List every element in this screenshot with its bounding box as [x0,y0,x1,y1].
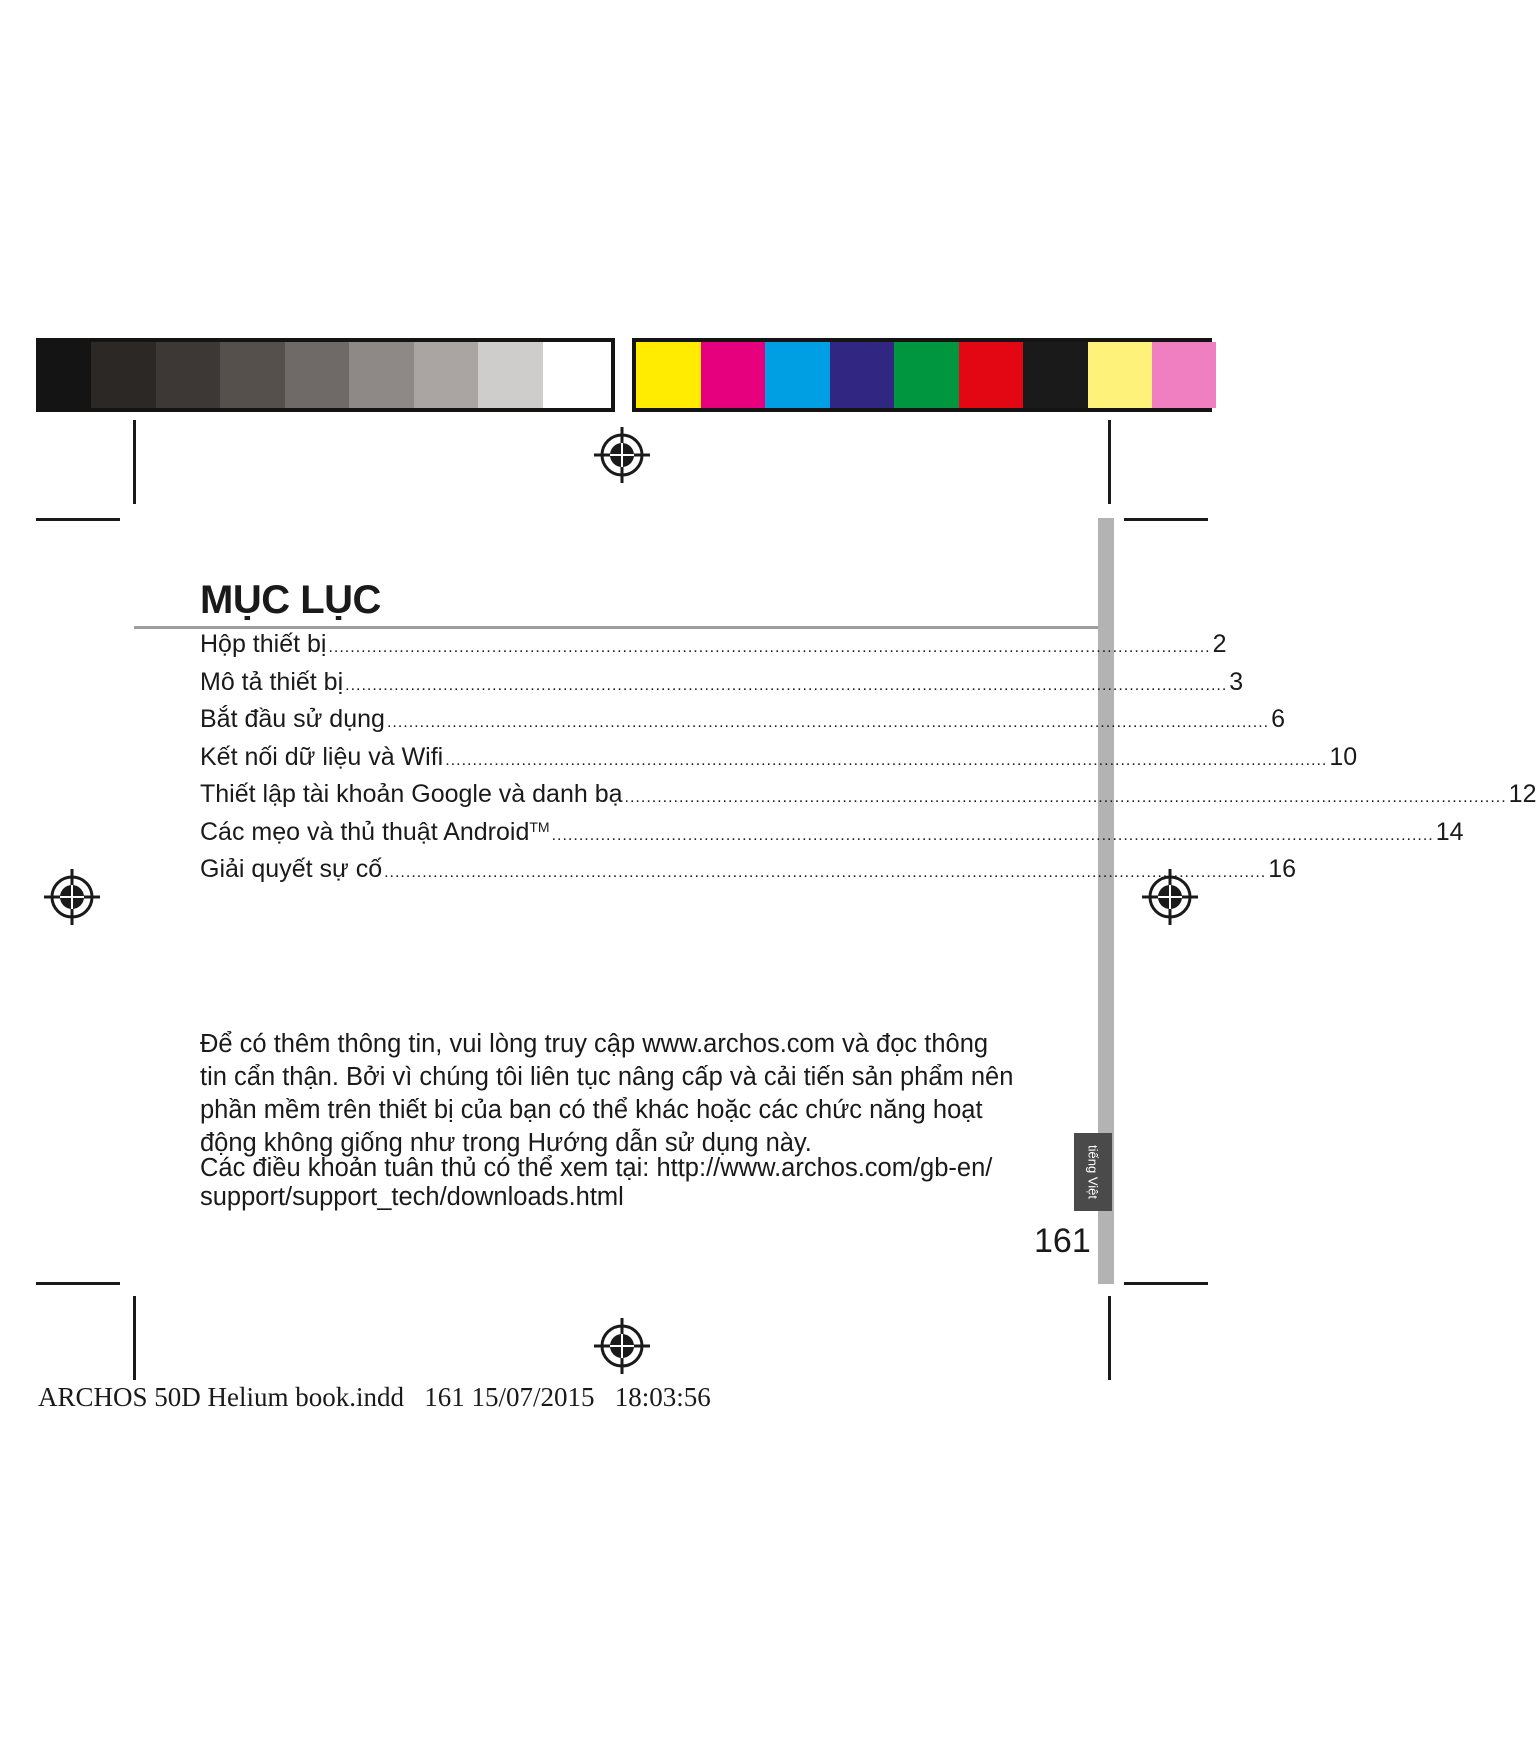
toc-entry-label: Hộp thiết bị [200,630,327,658]
gray-swatch [220,342,285,408]
color-swatch [636,342,701,408]
gray-swatch [478,342,543,408]
gray-swatch [285,342,349,408]
gray-swatch [414,342,478,408]
toc-entry [200,780,1536,818]
toc-entry-page: 2 [1212,630,1227,658]
color-bar [632,338,1212,412]
toc-entry [200,667,1244,706]
toc-entry [200,817,1464,856]
crop-mark [1124,518,1208,521]
color-swatch [894,342,959,408]
toc-entry-page: 12 [1508,780,1536,808]
print-slug: ARCHOS 50D Helium book.indd 161 15/07/2015 18:03:56 [38,1382,711,1412]
toc-entry [200,630,1227,668]
toc-entry-page: 6 [1271,705,1285,733]
info-line: phần mềm trên thiết bị của bạn có thể khác hoặc các chức năng hoạt [200,1096,983,1124]
crop-mark [36,518,120,521]
toc-entry [200,855,1297,893]
toc-entry-label [200,818,550,847]
color-swatch [1088,342,1152,408]
registration-mark-icon [592,425,652,485]
page-title: MỤC LỤC [200,578,381,622]
color-swatch [1023,342,1088,408]
info-line: tin cẩn thận. Bởi vì chúng tôi liên tục nâng cấp và cải tiến sản phẩm nên [200,1063,1014,1091]
title-underline [134,626,1098,629]
terms-line: support/support_tech/downloads.html [200,1183,624,1211]
toc-entry-page: 10 [1329,742,1358,771]
toc-leader: .................................................................................................................................................................. [386,714,1270,731]
toc-leader: .................................................................................................................................................................. [624,789,1507,806]
info-line: Để có thêm thông tin, vui lòng truy cập www.archos.com và đọc thông [200,1030,989,1058]
crop-mark [133,420,136,504]
color-swatch [959,342,1023,408]
toc-entry-label: Kết nối dữ liệu và Wifi [200,742,444,771]
toc-entry-label: Mô tả thiết bị [200,667,344,696]
toc-leader: .................................................................................................................................................................. [551,826,1434,844]
gray-swatch [349,342,414,408]
color-swatch [701,342,765,408]
page-number: 161 [1034,1222,1091,1260]
terms-paragraph [200,1154,1080,1212]
gray-swatch [91,342,156,408]
toc-entry-label: Bắt đầu sử dụng [200,705,385,733]
gray-swatch [543,342,611,408]
info-paragraph [200,1028,1080,1160]
color-swatch [830,342,894,408]
registration-mark-icon [42,867,102,927]
toc-leader: .................................................................................................................................................................. [384,864,1267,881]
toc-leader: .................................................................................................................................................................. [328,639,1211,656]
crop-mark [1124,1282,1208,1285]
trademark-mark: TM [529,818,550,835]
toc-list [200,630,1536,893]
registration-mark-icon [592,1316,652,1376]
color-swatch [1152,342,1216,408]
crop-mark [1108,1296,1111,1380]
toc-entry-page: 16 [1268,855,1297,883]
toc-entry-page: 3 [1229,667,1244,696]
terms-line: Các điều khoản tuân thủ có thể xem tại: http://www.archos.com/gb-en/ [200,1154,993,1182]
language-tab-label: tiếng Việt [1085,1145,1101,1199]
toc-leader: .................................................................................................................................................................. [345,676,1228,694]
info-line: động không giống như trong Hướng dẫn sử dụng này. [200,1129,812,1157]
toc-entry-page: 14 [1435,817,1464,846]
gray-swatch [40,342,91,408]
toc-entry [200,742,1358,781]
crop-mark [133,1296,136,1380]
grayscale-bar [36,338,615,412]
toc-leader: .................................................................................................................................................................. [445,751,1328,769]
crop-mark [1108,420,1111,504]
color-swatch [765,342,830,408]
crop-mark [36,1282,120,1285]
toc-entry-label: Thiết lập tài khoản Google và danh bạ [200,780,623,808]
toc-entry [200,705,1285,743]
gray-swatch [156,342,220,408]
toc-entry-text: Các mẹo và thủ thuật Android [200,817,530,846]
toc-entry-label: Giải quyết sự cố [200,855,383,883]
